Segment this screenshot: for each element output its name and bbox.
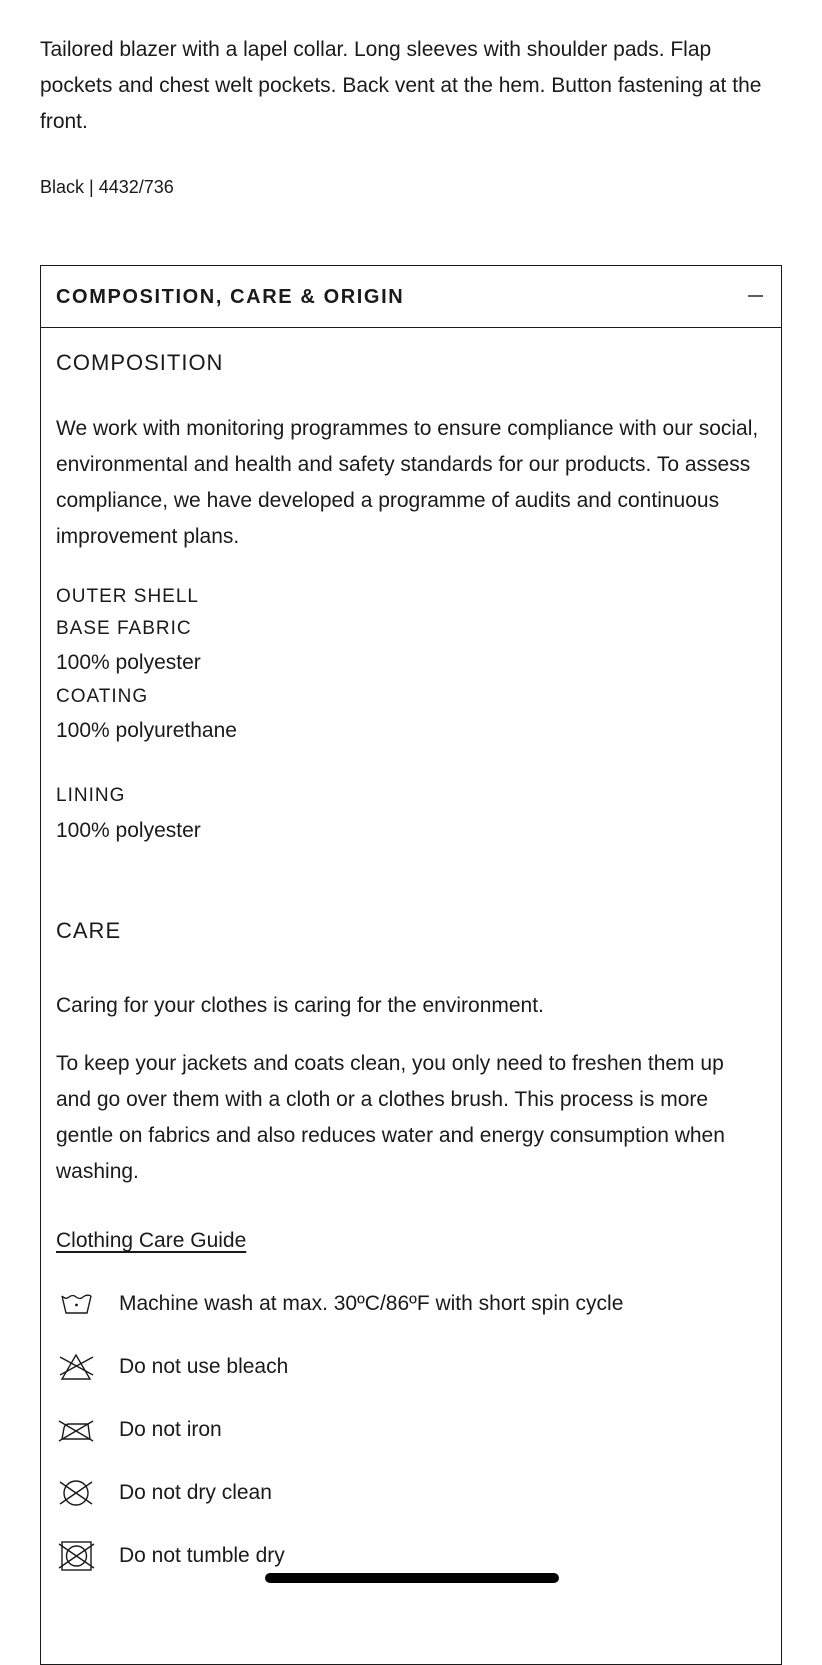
- clothing-care-guide-link[interactable]: Clothing Care Guide: [56, 1229, 247, 1252]
- care-instruction-text: Machine wash at max. 30ºC/86ºF with short spin cycle: [119, 1292, 624, 1315]
- no-bleach-icon: [56, 1349, 96, 1385]
- care-instruction-text: Do not tumble dry: [119, 1544, 285, 1567]
- collapse-button[interactable]: [741, 288, 769, 308]
- no-dry-clean-icon: [56, 1475, 96, 1511]
- no-iron-icon: [56, 1412, 96, 1448]
- care-instruction-text: Do not iron: [119, 1418, 222, 1441]
- composition-intro: We work with monitoring programmes to ensure compliance with our social, environmental and health and safety standards for our products. To assess compliance, we have developed a programme of audits and continuous improvement plans.: [56, 417, 759, 548]
- no-tumble-dry-icon: [56, 1538, 96, 1574]
- base-fabric-label: BASE FABRIC: [56, 618, 192, 639]
- panel-header[interactable]: [41, 266, 781, 328]
- care-instruction-item: [56, 1412, 761, 1448]
- lining-value: 100% polyester: [56, 819, 201, 842]
- wash-30-icon: [56, 1286, 96, 1322]
- care-instruction-item: [56, 1349, 761, 1385]
- composition-heading: COMPOSITION: [56, 350, 224, 375]
- care-instruction-item: [56, 1286, 761, 1322]
- lining-label: LINING: [56, 785, 126, 806]
- care-instruction-text: Do not dry clean: [119, 1481, 272, 1504]
- panel-title: COMPOSITION, CARE & ORIGIN: [56, 286, 405, 308]
- coating-value: 100% polyurethane: [56, 719, 237, 742]
- care-tagline: Caring for your clothes is caring for the environment.: [56, 994, 544, 1017]
- care-instruction-item: [56, 1475, 761, 1511]
- minus-icon: [741, 288, 769, 308]
- care-body: To keep your jackets and coats clean, you only need to freshen them up and go over them with a cloth or a clothes brush. This process is more gentle on fabrics and also reduces water and energy consumption when washing.: [56, 1052, 725, 1183]
- coating-label: COATING: [56, 686, 149, 707]
- care-heading: CARE: [56, 918, 122, 943]
- base-fabric-value: 100% polyester: [56, 651, 201, 674]
- product-description: Tailored blazer with a lapel collar. Long sleeves with shoulder pads. Flap pockets and chest welt pockets. Back vent at the hem. Button fastening at the front.: [40, 38, 762, 133]
- outer-shell-label: OUTER SHELL: [56, 586, 199, 607]
- care-instruction-item: [56, 1538, 761, 1574]
- home-indicator[interactable]: [265, 1573, 559, 1583]
- composition-care-origin-panel: [40, 265, 782, 1665]
- care-instruction-text: Do not use bleach: [119, 1355, 289, 1378]
- product-color-reference: Black | 4432/736: [40, 177, 174, 197]
